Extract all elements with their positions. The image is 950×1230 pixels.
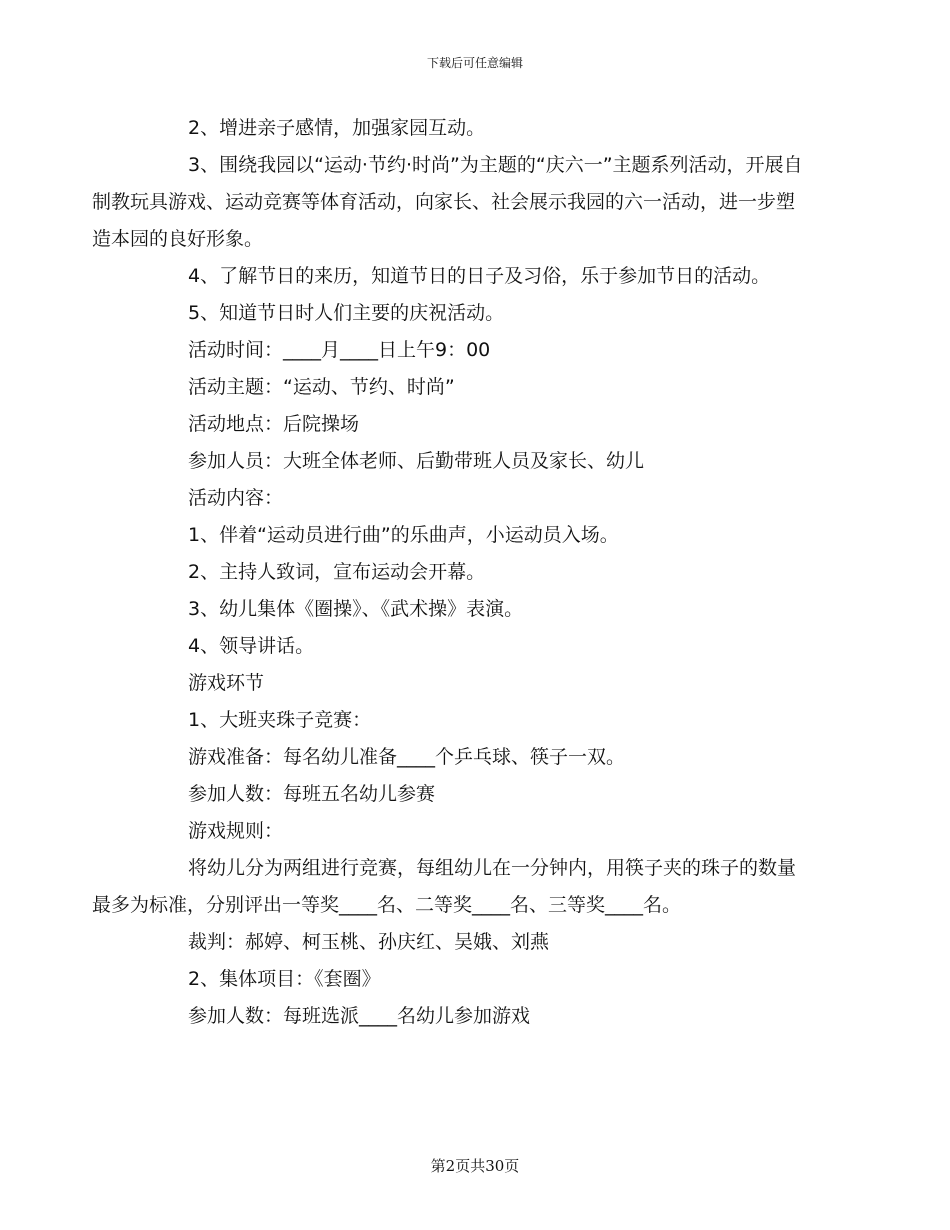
paragraph: 参加人数：每班五名幼儿参赛 <box>188 783 436 805</box>
paragraph: 游戏规则： <box>188 820 284 842</box>
paragraph: 4、了解节日的来历，知道节日的日子及习俗，乐于参加节日的活动。 <box>188 265 771 287</box>
paragraph: 将幼儿分为两组进行竞赛，每组幼儿在一分钟内，用筷子夹的珠子的数量最多为标准，分别评出一等奖____名、二等奖____名、三等奖____名。 <box>92 857 797 916</box>
paragraph: 参加人员：大班全体老师、后勤带班人员及家长、幼儿 <box>188 450 645 472</box>
paragraph: 2、增进亲子感情，加强家园互动。 <box>188 117 486 139</box>
paragraph: 游戏准备：每名幼儿准备____个乒乓球、筷子一双。 <box>188 746 626 768</box>
page-footer: 第2页共30页 <box>430 1157 520 1175</box>
page-header: 下载后可任意编辑 <box>426 56 523 70</box>
paragraph: 1、伴着“运动员进行曲”的乐曲声，小运动员入场。 <box>188 524 619 546</box>
paragraph: 活动时间：____月____日上午9：00 <box>188 339 491 361</box>
paragraph: 5、知道节日时人们主要的庆祝活动。 <box>188 302 505 324</box>
paragraph: 3、围绕我园以“运动·节约·时尚”为主题的“庆六一”主题系列活动，开展自制教玩具游戏、运动竞赛等体育活动，向家长、社会展示我园的六一活动，进一步塑造本园的良好形象。 <box>92 154 803 250</box>
paragraph: 活动主题：“运动、节约、时尚” <box>188 376 455 398</box>
document-body <box>92 110 810 1035</box>
paragraph: 2、集体项目：《套圈》 <box>188 968 381 990</box>
paragraph: 活动地点：后院操场 <box>188 413 360 435</box>
paragraph: 游戏环节 <box>188 672 265 694</box>
paragraph: 4、领导讲话。 <box>188 635 315 657</box>
paragraph: 3、幼儿集体《圈操》、《武术操》表演。 <box>188 598 524 620</box>
paragraph: 1、大班夹珠子竞赛： <box>188 709 372 731</box>
paragraph: 2、主持人致词，宣布运动会开幕。 <box>188 561 486 583</box>
paragraph: 裁判：郝婷、柯玉桃、孙庆红、吴娥、刘燕 <box>188 931 550 953</box>
paragraph: 参加人数：每班选派____名幼儿参加游戏 <box>188 1005 531 1027</box>
paragraph: 活动内容： <box>188 487 284 509</box>
